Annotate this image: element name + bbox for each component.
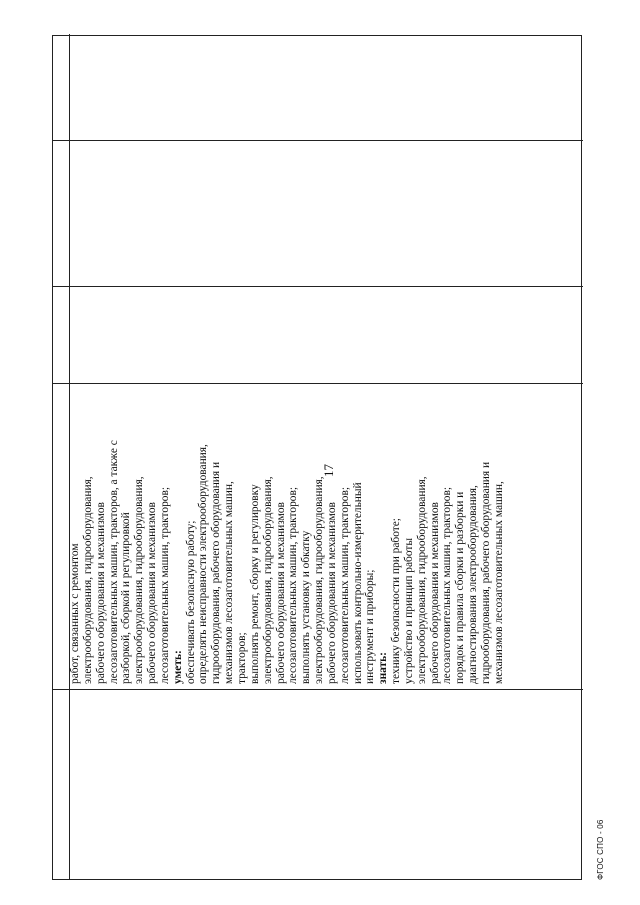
text-line: электрооборудования, гидрооборудования, [313, 476, 326, 684]
text-line: гидрооборудования, рабочего оборудования и [480, 461, 492, 684]
section-heading: знать: [377, 652, 390, 684]
text-line: работ, связанных с ремонтом [69, 543, 81, 684]
text-line: механизмов лесозаготовительных машин, [492, 481, 505, 684]
text-line: порядок и правила сборки и разборки и [454, 491, 467, 684]
text-line: инструмент и приборы; [364, 569, 377, 684]
text-line: лесозаготовительных машин, тракторов, а также с [107, 440, 120, 684]
text-line: устройство и принцип работы [402, 537, 415, 684]
text-line: тракторов; [235, 632, 248, 684]
text-line: электрооборудования, гидрооборудования, [133, 476, 146, 684]
section-heading: уметь: [171, 650, 184, 684]
text-line: рабочего оборудования и механизмов [428, 502, 441, 684]
text-line: разборкой, сборкой и регулировкой [120, 512, 133, 684]
rotated-document-page [52, 35, 605, 880]
text-line: электрооборудования, гидрооборудования, [81, 476, 94, 684]
text-line: лесозаготовительных машин, тракторов; [287, 486, 300, 684]
text-line: рабочего оборудования и механизмов [94, 502, 107, 684]
text-line: механизмов лесозаготовительных машин, [223, 481, 236, 684]
text-line: электрооборудования, гидрооборудования, [261, 476, 274, 684]
text-line: технику безопасности при работе; [390, 518, 403, 684]
competency-table [52, 35, 582, 880]
text-line: рабочего оборудования и механизмов [325, 502, 338, 684]
text-line: выполнять установку и обкатку [300, 530, 313, 684]
page-number: 17 [321, 464, 336, 477]
text-line: лесозаготовительных машин, тракторов; [441, 486, 454, 684]
column-separator-4 [53, 140, 583, 141]
text-line: электрооборудования, гидрооборудования, [415, 476, 428, 684]
text-line: лесозаготовительных машин, тракторов; [158, 486, 171, 684]
text-line: определять неисправности электрооборудования, [197, 444, 210, 684]
column-separator-1 [53, 689, 583, 690]
text-line: диагностирования электрооборудования, [467, 485, 480, 684]
text-line: гидрооборудования, рабочего оборудования и [210, 461, 223, 684]
text-line: обеспечивать безопасную работу; [184, 520, 197, 684]
column-separator-3 [53, 286, 583, 287]
text-line: выполнять ремонт, сборку и регулировку [248, 484, 261, 684]
text-line: рабочего оборудования и механизмов [274, 502, 287, 684]
text-line: лесозаготовительных машин, тракторов; [338, 486, 351, 684]
text-line: рабочего оборудования и механизмов [146, 502, 159, 684]
document-footer-code: ФГОС СПО - 06 [596, 819, 605, 880]
competency-description-cell [69, 384, 506, 684]
text-line: использовать контрольно-измерительный [351, 482, 364, 684]
